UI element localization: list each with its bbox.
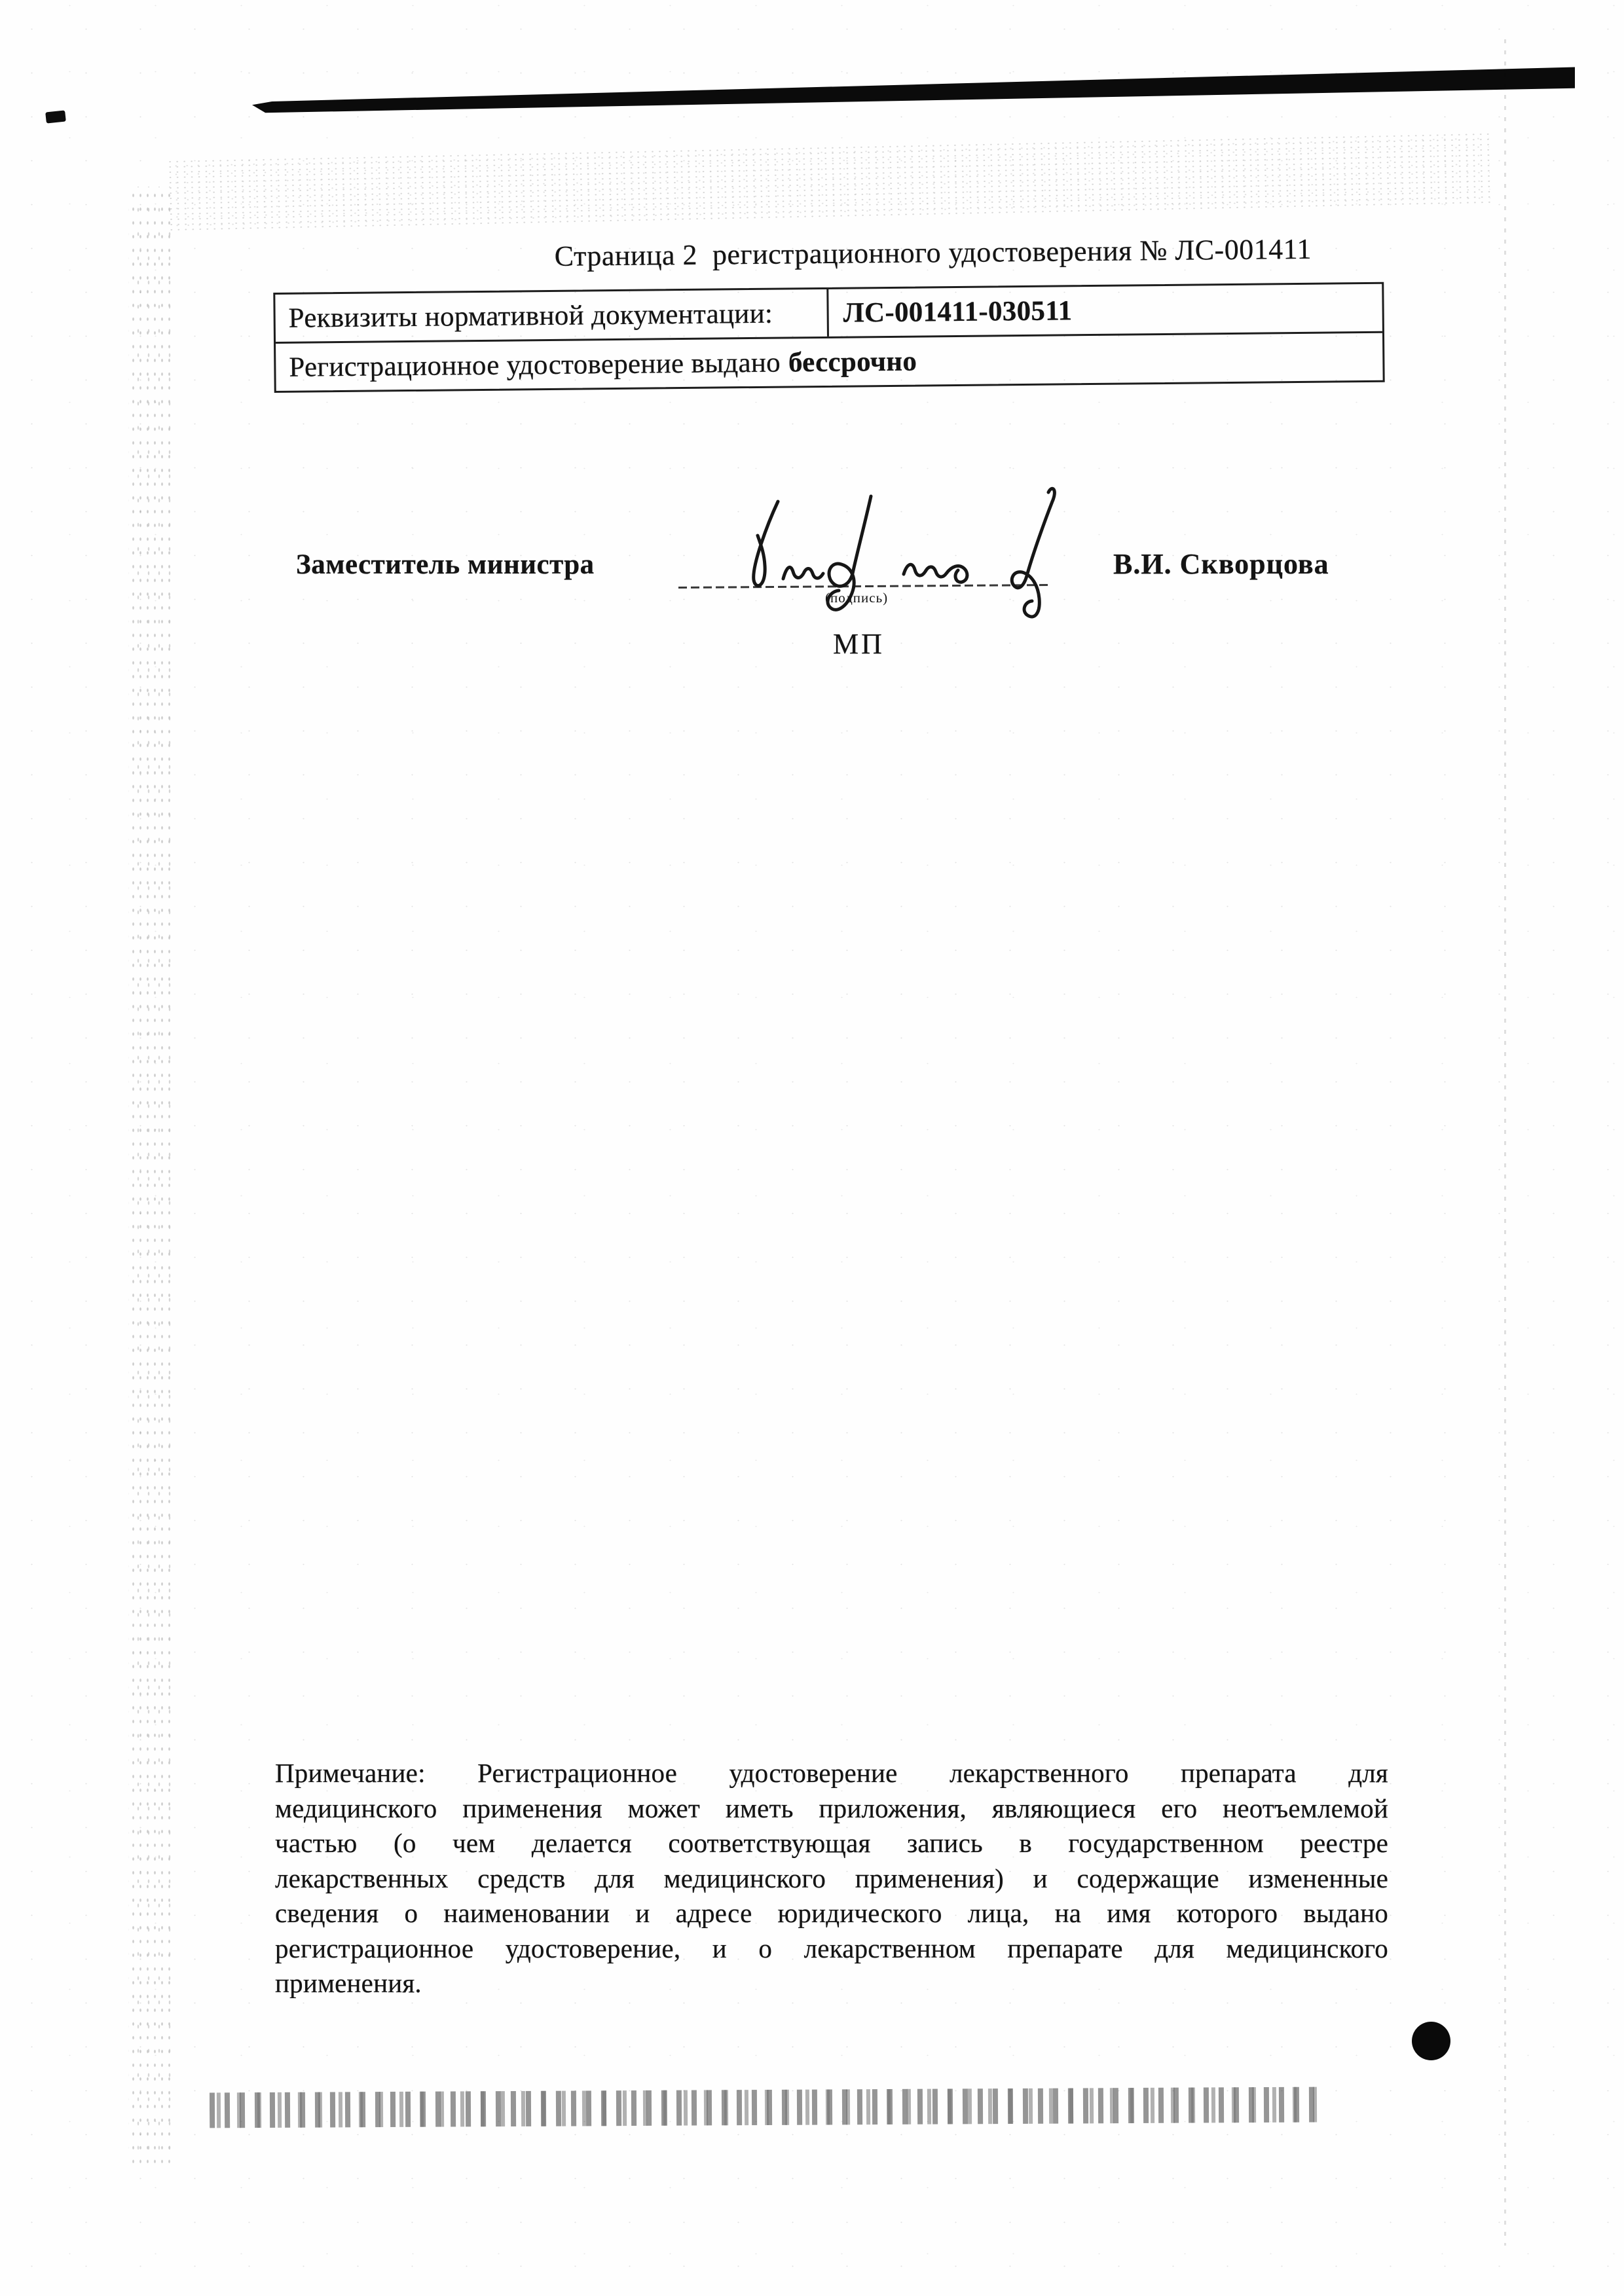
note-line: частью (о чем делается соответствующая запись в государственном реестре — [275, 1828, 1388, 1858]
table-row — [276, 331, 1383, 391]
note-line: медицинского применения может иметь приложения, являющиеся его неотъемлемой — [275, 1793, 1388, 1823]
note-paragraph — [275, 1756, 1388, 2001]
signature-scribble-icon — [655, 475, 1113, 632]
note-line: сведения о наименовании и адресе юридического лица, на имя которого выдано — [275, 1898, 1388, 1928]
note-line: регистрационное удостоверение, и о лекарственном препарате для медицинского — [275, 1933, 1388, 1963]
requisites-value-cell: ЛС-001411-030511 — [826, 284, 1382, 337]
note-line: применения. — [275, 1968, 422, 1998]
signature-caption: (подпись) — [825, 590, 889, 606]
signer-position-label: Заместитель министра — [296, 549, 595, 580]
signer-name: В.И. Скворцова — [1113, 548, 1329, 580]
validity-label: Регистрационное удостоверение выдано — [289, 347, 781, 383]
scan-noise-band-top — [166, 132, 1490, 232]
upper-section — [0, 0, 1621, 383]
requisites-table — [273, 282, 1384, 393]
scan-noise-line-right — [1504, 39, 1506, 2246]
requisites-label-cell: Реквизиты нормативной документации: — [288, 298, 773, 334]
note-line: Примечание: Регистрационное удостоверение лекарственного препарата для — [275, 1758, 1388, 1788]
seal-placeholder: МП — [833, 628, 885, 660]
note-line: лекарственных средств для медицинского применения) и содержащие измененные — [275, 1863, 1388, 1893]
validity-value: бессрочно — [788, 346, 917, 378]
scan-noise-band-bottom — [210, 2087, 1320, 2128]
scan-artifact-corner-dash — [45, 110, 66, 123]
scan-artifact-top-bar — [252, 64, 1575, 113]
page-title: Страница 2 регистрационного удостоверения № ЛС-001411 — [554, 232, 1312, 272]
scan-noise-strip-left — [128, 187, 172, 2164]
hole-punch-dot — [1412, 2022, 1450, 2060]
